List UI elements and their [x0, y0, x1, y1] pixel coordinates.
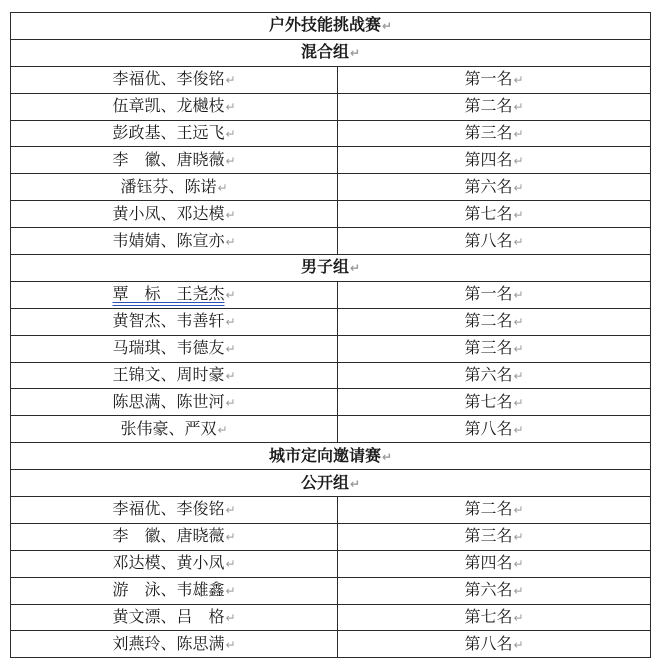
table-row — [11, 281, 651, 308]
rank-text: 第三名 — [464, 338, 513, 358]
table-row — [11, 523, 651, 550]
table-row — [11, 577, 651, 604]
rank-cell — [338, 174, 651, 201]
rank-text: 第六名 — [464, 365, 513, 385]
rank-cell — [338, 523, 651, 550]
paragraph-mark-icon: ↵ — [225, 557, 236, 572]
table-row — [11, 201, 651, 228]
section-header-row — [11, 255, 651, 282]
paragraph-mark-icon: ↵ — [513, 530, 524, 545]
paragraph-mark-icon: ↵ — [225, 584, 236, 599]
rank-cell — [338, 550, 651, 577]
paragraph-mark-icon: ↵ — [225, 395, 236, 410]
paragraph-mark-icon: ↵ — [513, 584, 524, 599]
section-header-row — [11, 443, 651, 470]
table-row — [11, 228, 651, 255]
names-cell — [11, 147, 338, 174]
rank-cell — [338, 201, 651, 228]
paragraph-mark-icon: ↵ — [349, 476, 361, 491]
names-cell — [11, 93, 338, 120]
rank-text: 第七名 — [464, 607, 513, 627]
paragraph-mark-icon: ↵ — [513, 503, 524, 518]
table-row — [11, 389, 651, 416]
names-cell — [11, 66, 338, 93]
section-header-row — [11, 470, 651, 497]
paragraph-mark-icon: ↵ — [349, 46, 361, 61]
table-row — [11, 631, 651, 658]
rank-cell — [338, 604, 651, 631]
participant-names: 李福优、李俊铭 — [112, 499, 225, 519]
paragraph-mark-icon: ↵ — [225, 153, 236, 168]
participant-names: 马瑞琪、韦德友 — [112, 338, 225, 358]
paragraph-mark-icon: ↵ — [217, 180, 228, 195]
names-cell — [11, 523, 338, 550]
section-header-row — [11, 39, 651, 66]
rank-cell — [338, 66, 651, 93]
names-cell — [11, 631, 338, 658]
paragraph-mark-icon: ↵ — [225, 127, 236, 141]
results-table — [10, 12, 651, 658]
names-cell — [11, 281, 338, 308]
section-header-text: 公开组 — [300, 472, 349, 492]
paragraph-mark-icon: ↵ — [513, 153, 524, 168]
section-header-text: 男子组 — [300, 257, 349, 277]
paragraph-mark-icon: ↵ — [513, 100, 524, 115]
rank-cell — [338, 389, 651, 416]
rank-text: 第二名 — [464, 96, 513, 116]
participant-names: 李 徽、唐晓薇 — [112, 526, 225, 546]
participant-names: 邓达模、黄小凤 — [112, 553, 225, 573]
participant-names: 黄智杰、韦善轩 — [112, 311, 225, 331]
names-cell — [11, 335, 338, 362]
rank-cell — [338, 577, 651, 604]
rank-text: 第四名 — [464, 149, 513, 169]
table-row — [11, 604, 651, 631]
paragraph-mark-icon: ↵ — [513, 422, 524, 437]
participant-names: 刘燕玲、陈思满 — [112, 633, 225, 653]
table-row — [11, 66, 651, 93]
table-row — [11, 550, 651, 577]
rank-cell — [338, 93, 651, 120]
participant-names: 黄文漂、吕 格 — [112, 607, 225, 627]
rank-cell — [338, 362, 651, 389]
rank-text: 第八名 — [464, 418, 513, 438]
names-cell — [11, 120, 338, 147]
paragraph-mark-icon: ↵ — [225, 530, 236, 545]
paragraph-mark-icon: ↵ — [513, 73, 524, 88]
section-header-cell — [11, 39, 651, 66]
paragraph-mark-icon: ↵ — [513, 637, 524, 652]
participant-names: 黄小凤、邓达模 — [112, 203, 225, 223]
rank-text: 第三名 — [464, 123, 513, 142]
paragraph-mark-icon: ↵ — [513, 557, 524, 572]
rank-text: 第七名 — [464, 391, 513, 411]
participant-names: 潘钰芬、陈诺 — [120, 176, 217, 196]
paragraph-mark-icon: ↵ — [513, 315, 524, 330]
section-header-cell — [11, 13, 651, 40]
rank-text: 第一名 — [464, 69, 513, 89]
participant-names: 陈思满、陈世河 — [112, 391, 225, 411]
paragraph-mark-icon: ↵ — [225, 73, 236, 88]
table-row — [11, 174, 651, 201]
paragraph-mark-icon: ↵ — [225, 315, 236, 330]
paragraph-mark-icon: ↵ — [513, 127, 524, 141]
participant-names: 覃 标 王尧杰 — [112, 284, 225, 304]
participant-names: 伍章凯、龙樾枝 — [112, 96, 225, 116]
names-cell — [11, 577, 338, 604]
table-row — [11, 497, 651, 524]
paragraph-mark-icon: ↵ — [225, 100, 236, 115]
paragraph-mark-icon: ↵ — [225, 503, 236, 518]
rank-cell — [338, 281, 651, 308]
rank-cell — [338, 631, 651, 658]
table-row — [11, 93, 651, 120]
paragraph-mark-icon: ↵ — [225, 234, 236, 249]
names-cell — [11, 174, 338, 201]
rank-cell — [338, 308, 651, 335]
paragraph-mark-icon: ↵ — [349, 261, 361, 276]
section-header-cell — [11, 443, 651, 470]
paragraph-mark-icon: ↵ — [381, 449, 393, 464]
names-cell — [11, 362, 338, 389]
paragraph-mark-icon: ↵ — [225, 207, 236, 222]
participant-names: 韦婧婧、陈宣亦 — [112, 230, 225, 250]
paragraph-mark-icon: ↵ — [513, 288, 524, 303]
rank-text: 第六名 — [464, 176, 513, 196]
rank-text: 第七名 — [464, 203, 513, 223]
paragraph-mark-icon: ↵ — [513, 234, 524, 249]
paragraph-mark-icon: ↵ — [513, 207, 524, 222]
rank-text: 第八名 — [464, 633, 513, 653]
rank-cell — [338, 335, 651, 362]
names-cell — [11, 416, 338, 443]
rank-cell — [338, 120, 651, 147]
rank-cell — [338, 497, 651, 524]
section-header-text: 混合组 — [300, 42, 349, 62]
names-cell — [11, 228, 338, 255]
paragraph-mark-icon: ↵ — [225, 637, 236, 652]
section-header-row — [11, 13, 651, 40]
participant-names: 李 徽、唐晓薇 — [112, 149, 225, 169]
paragraph-mark-icon: ↵ — [225, 288, 236, 303]
paragraph-mark-icon: ↵ — [513, 369, 524, 384]
table-row — [11, 416, 651, 443]
paragraph-mark-icon: ↵ — [513, 611, 524, 626]
paragraph-mark-icon: ↵ — [225, 369, 236, 384]
section-header-cell — [11, 255, 651, 282]
rank-text: 第三名 — [464, 526, 513, 546]
participant-names: 彭政基、王远飞 — [112, 123, 225, 142]
rank-text: 第一名 — [464, 284, 513, 304]
participant-names: 张伟豪、严双 — [120, 418, 217, 438]
table-row — [11, 308, 651, 335]
paragraph-mark-icon: ↵ — [225, 342, 236, 357]
paragraph-mark-icon: ↵ — [217, 422, 228, 437]
names-cell — [11, 308, 338, 335]
names-cell — [11, 604, 338, 631]
results-table-body — [11, 13, 651, 658]
table-row — [11, 335, 651, 362]
rank-text: 第二名 — [464, 311, 513, 331]
rank-text: 第八名 — [464, 230, 513, 250]
section-header-text: 户外技能挑战赛 — [268, 15, 381, 35]
rank-cell — [338, 228, 651, 255]
rank-text: 第二名 — [464, 499, 513, 519]
names-cell — [11, 201, 338, 228]
rank-text: 第六名 — [464, 580, 513, 600]
names-cell — [11, 389, 338, 416]
paragraph-mark-icon: ↵ — [513, 342, 524, 357]
rank-text: 第四名 — [464, 553, 513, 573]
table-row — [11, 362, 651, 389]
section-header-cell — [11, 470, 651, 497]
names-cell — [11, 497, 338, 524]
participant-names: 游 泳、韦雄鑫 — [112, 580, 225, 600]
table-row — [11, 120, 651, 147]
table-row — [11, 147, 651, 174]
paragraph-mark-icon: ↵ — [513, 180, 524, 195]
participant-names: 王锦文、周时豪 — [112, 365, 225, 385]
section-header-text: 城市定向邀请赛 — [268, 445, 381, 465]
participant-names: 李福优、李俊铭 — [112, 69, 225, 89]
paragraph-mark-icon: ↵ — [381, 19, 393, 34]
rank-cell — [338, 147, 651, 174]
rank-cell — [338, 416, 651, 443]
paragraph-mark-icon: ↵ — [225, 611, 236, 626]
names-cell — [11, 550, 338, 577]
paragraph-mark-icon: ↵ — [513, 395, 524, 410]
